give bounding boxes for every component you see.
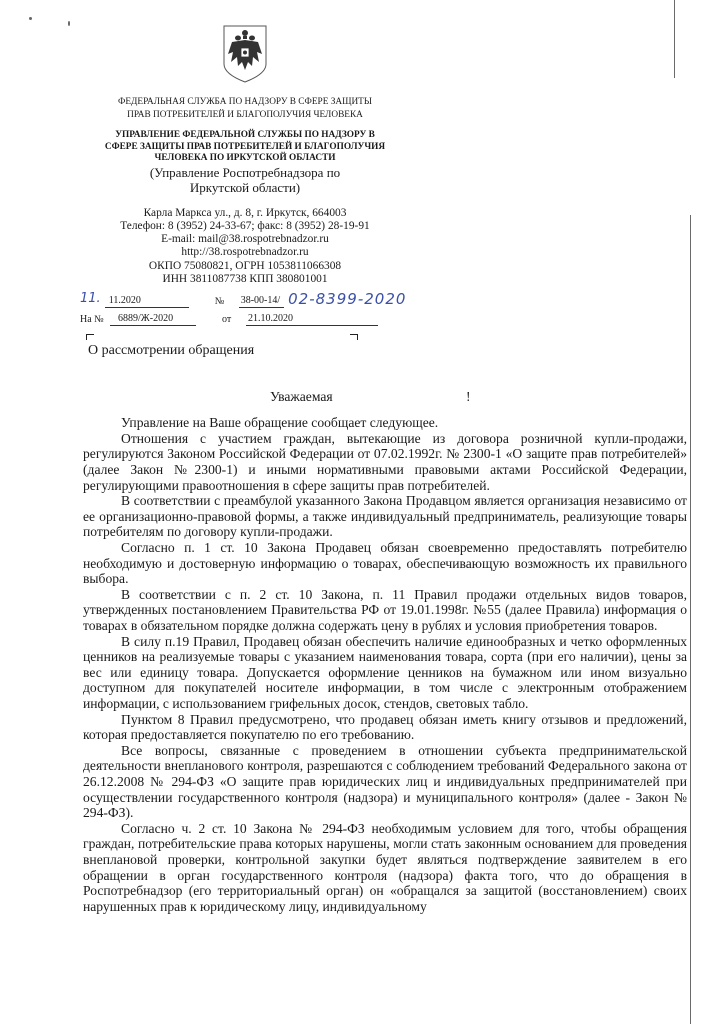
salutation bbox=[270, 389, 717, 405]
inn-kpp: ИНН 3811087738 КПП 380801001 bbox=[162, 272, 328, 285]
outgoing-number: 38-00-14/ bbox=[239, 294, 284, 308]
paragraph: Согласно ч. 2 ст. 10 Закона № 294-ФЗ необходимым условием для того, чтобы обращения граждан, потребительские права которых нарушены, могли стать законным основанием для проведения внеплановой проверки, контрольной закупки будет являться подтверждение заявителем в его обращении в орган государственного контроля (надзора) факта того, что до обращения в Роспотребнадзор (его территориальный орган) он «обращался за защитой (восстановлением) своих нарушенных прав к юридическому лицу, индивидуальному bbox=[83, 820, 687, 914]
phone-fax: Телефон: 8 (3952) 24-33-67; факс: 8 (3952) 28-19-91 bbox=[120, 219, 370, 232]
salutation-text: Уважаемая bbox=[270, 389, 333, 405]
reply-from-date: 21.10.2020 bbox=[246, 312, 378, 326]
outgoing-reference-row bbox=[80, 290, 717, 308]
reply-to-label: На № bbox=[80, 314, 104, 326]
department-name bbox=[80, 130, 410, 165]
paragraph: В соответствии с преамбулой указанного Закона Продавцом является организация независимо от ее организационно-правовой формы, а также индивидуальный предприниматель, реализующие товары потребителям по договору купли-продажи. bbox=[83, 493, 687, 540]
salutation-exclamation: ! bbox=[466, 389, 471, 405]
outgoing-date: 11.2020 bbox=[105, 294, 189, 308]
paragraph: В силу п.19 Правил, Продавец обязан обеспечить наличие единообразных и четко оформленных ценников на реализуемые товары с указанием наименования товара, сорта (при его наличии), цены за вес или единицу товара. Допускается оформление ценников на бумажном или ином визуально доступном для покупателей носителе информации, в том числе с электронным отображением информации, с использованием грифельных досок, стендов, световых табло. bbox=[83, 633, 687, 711]
paragraph: Все вопросы, связанные с проведением в отношении субъекта предпринимательской деятельности внепланового контроля, разрешаются с соблюдением требований Федерального закона от 26.12.2008 № 294-ФЗ «О защите прав юридических лиц и индивидуальных предпринимателей при осуществлении государственного контроля (надзора) и муниципального контроля» (далее - Закон № 294-ФЗ). bbox=[83, 742, 687, 821]
agency-name-line: ФЕДЕРАЛЬНАЯ СЛУЖБА ПО НАДЗОРУ В СФЕРЕ ЗАЩИТЫ bbox=[118, 97, 372, 107]
department-name-line: ЧЕЛОВЕКА ПО ИРКУТСКОЙ ОБЛАСТИ bbox=[154, 153, 336, 163]
address: Карла Маркса ул., д. 8, г. Иркутск, 664003 bbox=[143, 206, 347, 219]
paragraph: Отношения с участием граждан, вытекающие из договора розничной купли-продажи, регулируются Законом Российской Федерации от 07.02.1992г. № 2300-1 «О защите прав потребителей» (далее Закон №2300-1) и иными нормативными правовыми актами Российской Федерации, регулирующими правоотношения в сфере защиты прав потребителей. bbox=[83, 430, 687, 493]
department-name-line: УПРАВЛЕНИЕ ФЕДЕРАЛЬНОЙ СЛУЖБЫ ПО НАДЗОРУ В bbox=[115, 130, 375, 140]
department-short-line: (Управление Роспотребнадзора по bbox=[149, 164, 341, 180]
reply-from-label: от bbox=[222, 314, 232, 326]
department-name-line: СФЕРЕ ЗАЩИТЫ ПРАВ ПОТРЕБИТЕЛЕЙ И БЛАГОПОЛУЧИЯ bbox=[104, 141, 386, 152]
letterhead bbox=[80, 24, 410, 286]
paragraph: Управление на Ваше обращение сообщает следующее. bbox=[121, 415, 439, 431]
department-short-name bbox=[80, 165, 410, 195]
reference-block bbox=[80, 290, 717, 326]
russian-coat-of-arms-icon bbox=[221, 24, 269, 84]
letter-body bbox=[83, 415, 687, 914]
paragraph: Пунктом 8 Правил предусмотрено, что продавец обязан иметь книгу отзывов и предложений, которая предоставляется покупателю по его требованию. bbox=[83, 711, 687, 743]
website: http://38.rospotrebnadzor.ru bbox=[181, 246, 309, 259]
paragraph: Согласно п. 1 ст. 10 Закона Продавец обязан своевременно предоставлять потребителю необходимую и достоверную информацию о товарах, обеспечивающую возможность их правильного выбора. bbox=[83, 540, 687, 587]
subject-bracket-right bbox=[350, 334, 358, 340]
paragraph: В соответствии с п. 2 ст. 10 Закона, п. 11 Правил продажи отдельных видов товаров, утвержденных постановлением Правительства РФ от 19.01.1998г. №55 (далее Правила) информация о товарах в обязательном порядке должна содержать цену в рублях и условия приобретения товаров. bbox=[83, 586, 687, 633]
department-short-line: Иркутской области) bbox=[189, 179, 301, 195]
handwritten-day: 11. bbox=[80, 291, 101, 307]
contact-details bbox=[80, 207, 410, 287]
handwritten-number: 02-8399-2020 bbox=[288, 290, 407, 309]
okpo-ogrn: ОКПО 75080821, ОГРН 1053811066308 bbox=[148, 259, 342, 272]
agency-name-line: ПРАВ ПОТРЕБИТЕЛЕЙ И БЛАГОПОЛУЧИЯ ЧЕЛОВЕКА bbox=[127, 110, 363, 120]
subject-line: О рассмотрении обращения bbox=[88, 343, 255, 359]
email: E-mail: mail@38.rospotrebnadzor.ru bbox=[161, 233, 329, 246]
incoming-reference-row bbox=[80, 308, 717, 326]
subject-brackets bbox=[86, 334, 358, 340]
subject-bracket-left bbox=[86, 334, 94, 340]
reply-to-number: 6889/Ж-2020 bbox=[110, 312, 196, 326]
agency-name bbox=[80, 96, 410, 122]
number-label: № bbox=[214, 296, 225, 308]
